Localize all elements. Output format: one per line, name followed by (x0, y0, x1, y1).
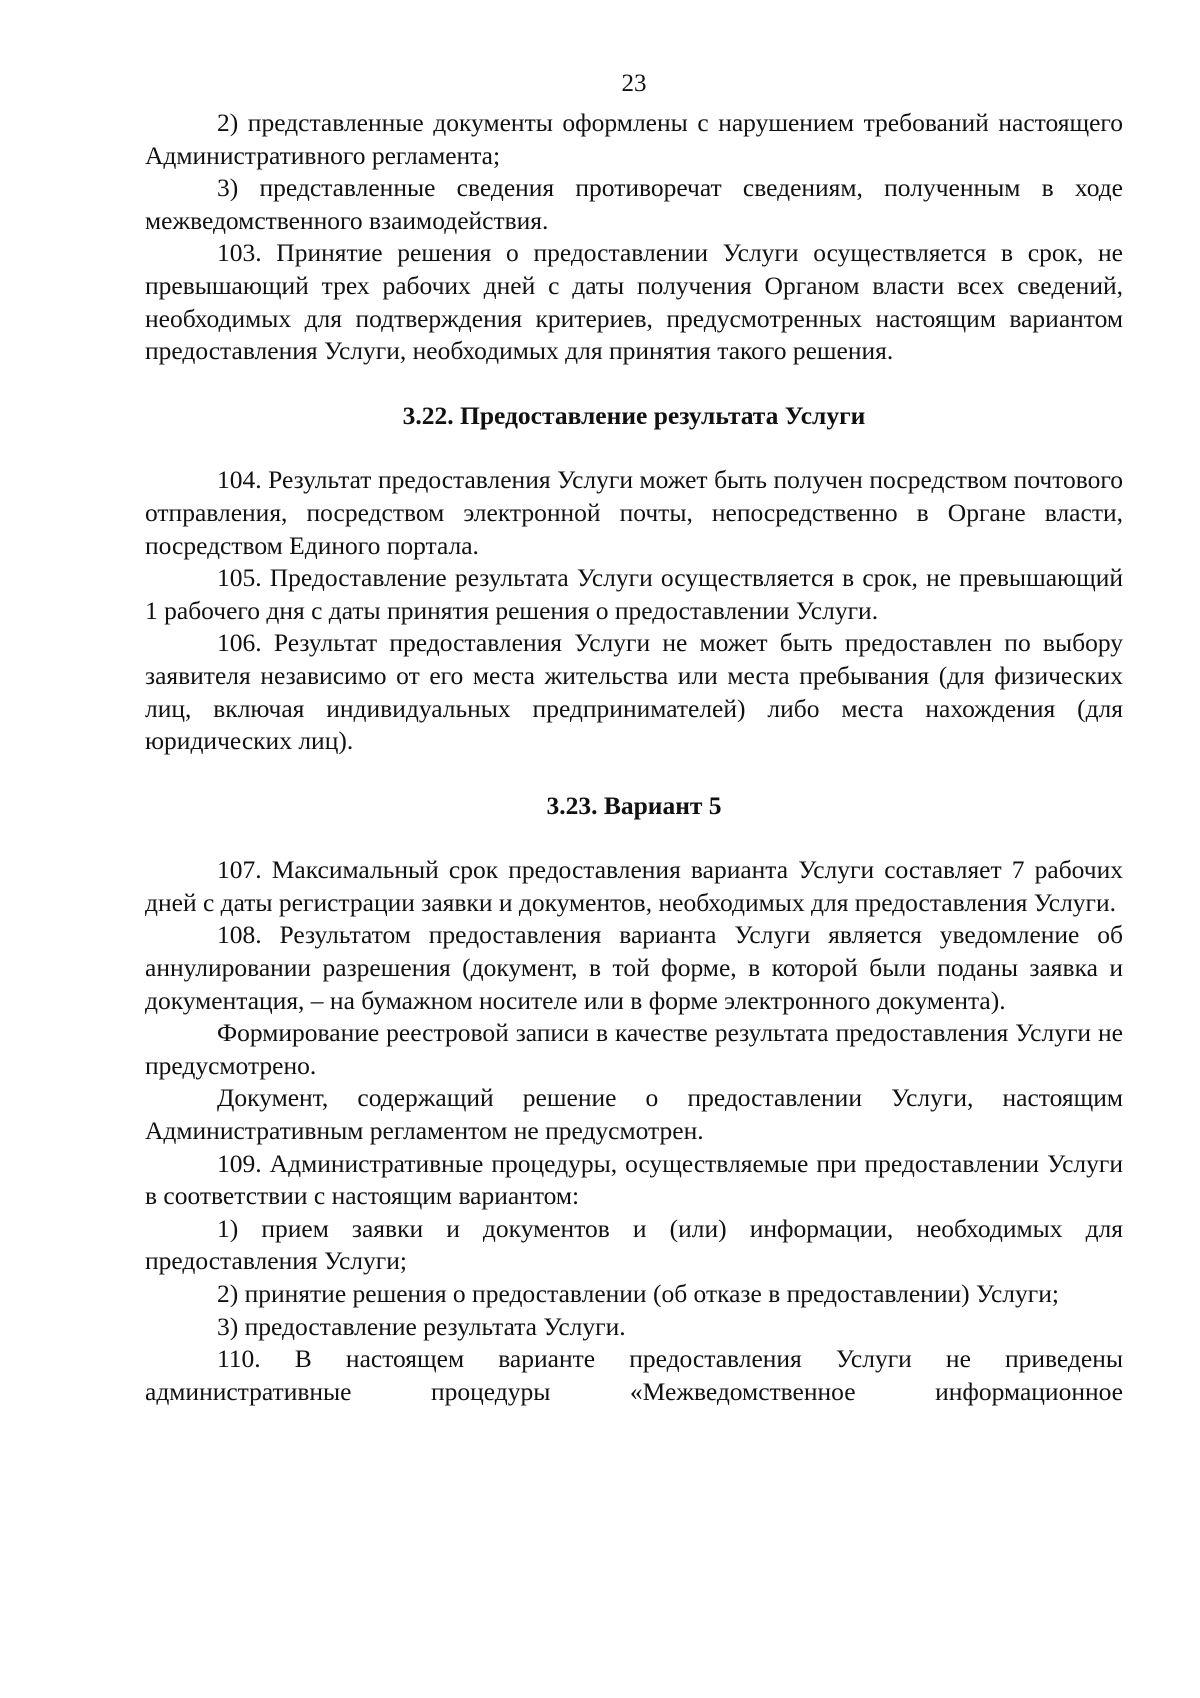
paragraph-109: 109. Административные процедуры, осуществляемые при предоставлении Услуги в соответствии с настоящим вариантом: (145, 1148, 1123, 1211)
paragraph-110: 110. В настоящем варианте предоставления Услуги не приведены административные процедуры «Межведомственное информационное (145, 1344, 1123, 1406)
paragraph-procedure-1: 1) прием заявки и документов и (или) информации, необходимых для предоставления Услуги; (145, 1213, 1123, 1276)
paragraph-procedure-2: 2) принятие решения о предоставлении (об отказе в предоставлении) Услуги; (217, 1279, 1059, 1308)
paragraph-107: 107. Максимальный срок предоставления варианта Услуги составляет 7 рабочих дней с даты регистрации заявки и документов, необходимых для предоставления Услуги. (145, 855, 1123, 917)
section-heading-3-23: 3.23. Вариант 5 (546, 790, 722, 820)
paragraph-item-3-contradicting-info: 3) представленные сведения противоречат сведениям, полученным в ходе межведомственного взаимодействия. (145, 173, 1123, 235)
paragraph-106: 106. Результат предоставления Услуги не может быть предоставлен по выбору заявителя независимо от его места жительства или места пребывания (для физических лиц, включая индивидуальных предпринимателей) либо места нахождения (для юридических лиц). (145, 628, 1123, 756)
paragraph-103: 103. Принятие решения о предоставлении Услуги осуществляется в срок, не превышающий трех рабочих дней с даты получения Органом власти всех сведений, необходимых для подтверждения критериев, предусмотренных настоящим вариантом предоставления Услуги, необходимых для принятия такого решения. (145, 238, 1123, 366)
paragraph-procedure-3: 3) предоставление результата Услуги. (217, 1311, 626, 1341)
paragraph-decision-document: Документ, содержащий решение о предоставлении Услуги, настоящим Административным регламентом не предусмотрен. (145, 1083, 1123, 1146)
paragraph-108: 108. Результатом предоставления варианта Услуги является уведомление об аннулировании разрешения (документ, в той форме, в которой были поданы заявка и документация, – на бумажном носителе или в форме электронного документа). (145, 920, 1123, 1015)
paragraph-104: 104. Результат предоставления Услуги может быть получен посредством почтового отправления, посредством электронной почты, непосредственно в Органе власти, посредством Единого портала. (145, 465, 1123, 560)
section-heading-3-22: 3.22. Предоставление результата Услуги (402, 400, 866, 430)
paragraph-105: 105. Предоставление результата Услуги осуществляется в срок, не превышающий 1 рабочего дня с даты принятия решения о предоставлении Услуги. (145, 563, 1123, 625)
document-page (145, 68, 1123, 1408)
paragraph-item-2-document-violations: 2) представленные документы оформлены с нарушением требований настоящего Административного регламента; (145, 108, 1123, 170)
paragraph-registry-record: Формирование реестровой записи в качестве результата предоставления Услуги не предусмотрено. (145, 1018, 1123, 1080)
page-number: 23 (621, 70, 647, 97)
